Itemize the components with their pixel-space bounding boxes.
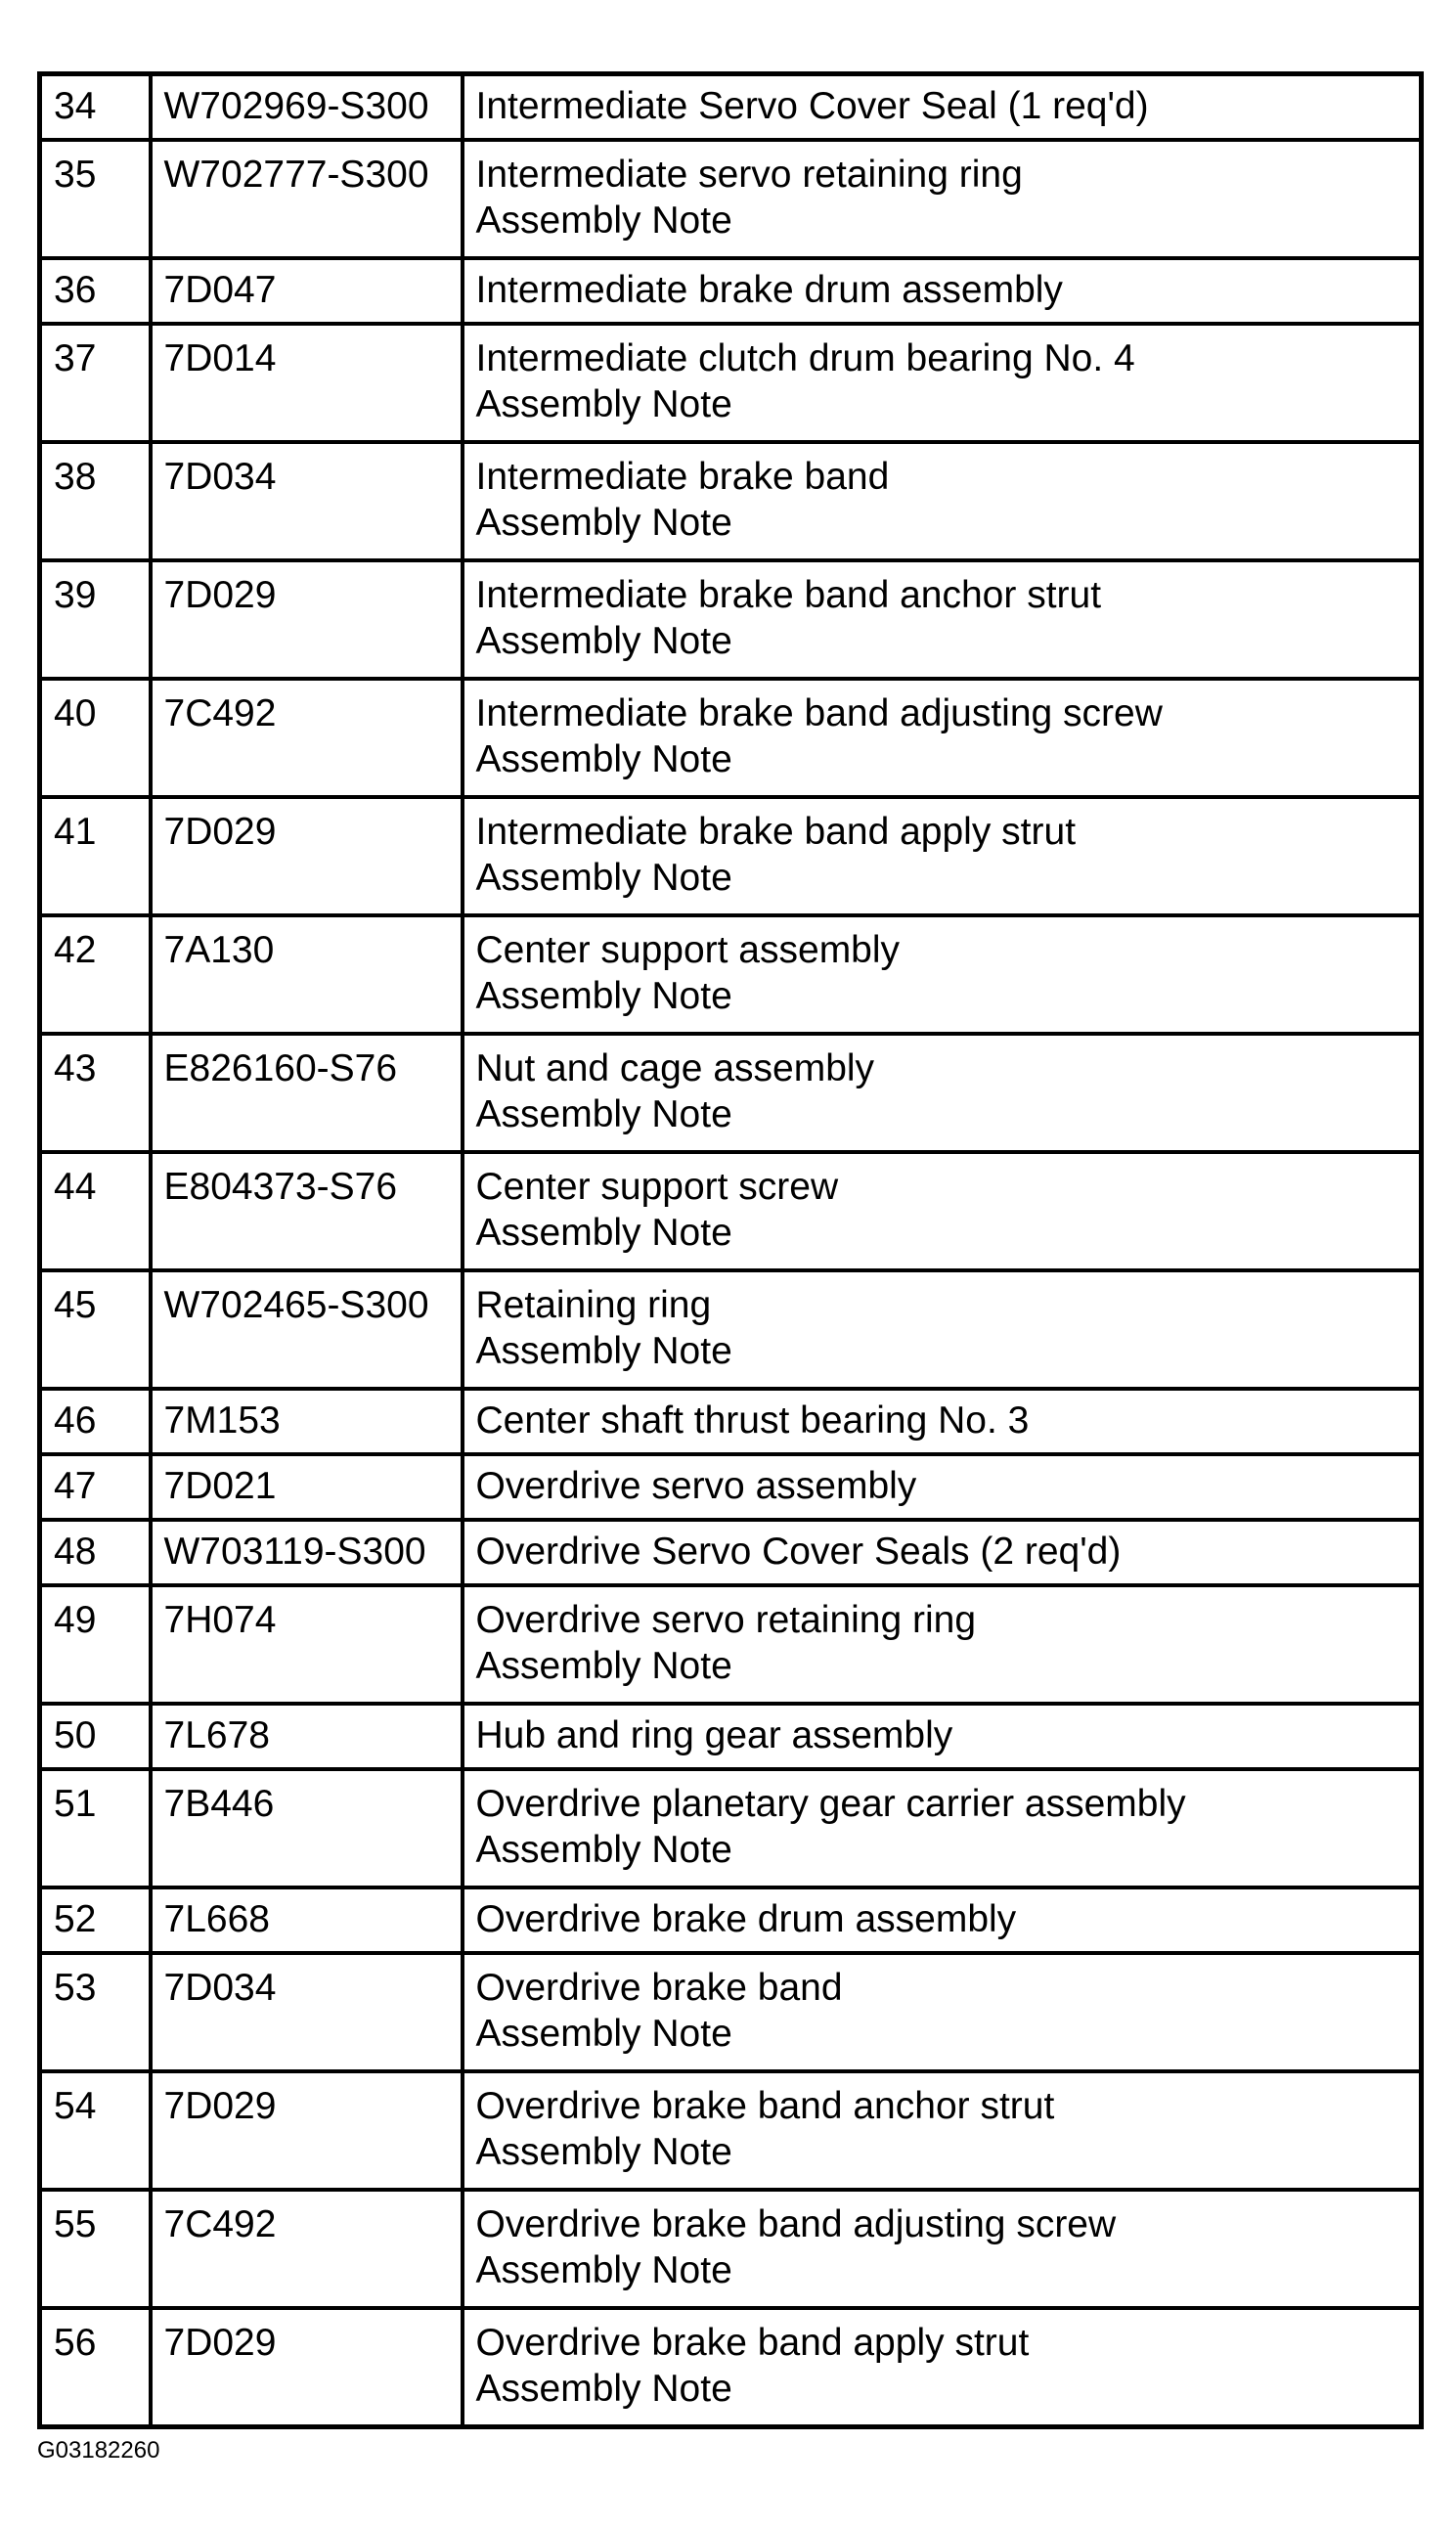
description-cell — [463, 74, 1422, 141]
item-number: 43 — [40, 1034, 151, 1152]
part-number: 7A130 — [151, 915, 463, 1034]
assembly-note-link[interactable]: Assembly Note — [475, 383, 732, 425]
description: Intermediate clutch drum bearing No. 4 — [475, 337, 1135, 379]
part-number: 7C492 — [151, 2190, 463, 2308]
description-cell — [463, 560, 1422, 679]
table-row — [40, 679, 1422, 797]
item-number: 47 — [40, 1454, 151, 1520]
description-cell — [463, 442, 1422, 560]
description: Overdrive brake band anchor strut — [475, 2085, 1055, 2127]
part-number: 7H074 — [151, 1585, 463, 1704]
table-row — [40, 915, 1422, 1034]
part-number: 7D029 — [151, 560, 463, 679]
item-number: 36 — [40, 258, 151, 324]
description: Intermediate brake band anchor strut — [475, 574, 1102, 616]
assembly-note-link[interactable]: Assembly Note — [475, 2013, 732, 2055]
description-cell — [463, 1520, 1422, 1585]
description: Intermediate brake band — [475, 456, 890, 498]
table-row — [40, 258, 1422, 324]
part-number: 7D029 — [151, 797, 463, 915]
description: Overdrive brake band — [475, 1967, 843, 2009]
parts-table-body — [40, 74, 1422, 2427]
part-number: 7D047 — [151, 258, 463, 324]
table-row — [40, 324, 1422, 442]
description: Center support screw — [475, 1166, 839, 1208]
description-cell — [463, 1152, 1422, 1270]
item-number: 54 — [40, 2071, 151, 2190]
part-number: W702777-S300 — [151, 140, 463, 258]
description-cell — [463, 1887, 1422, 1953]
description: Retaining ring — [475, 1284, 712, 1326]
description-cell — [463, 2071, 1422, 2190]
description: Overdrive servo retaining ring — [475, 1599, 977, 1641]
item-number: 52 — [40, 1887, 151, 1953]
item-number: 45 — [40, 1270, 151, 1389]
table-row — [40, 1389, 1422, 1454]
description: Intermediate servo retaining ring — [475, 154, 1023, 196]
table-row — [40, 140, 1422, 258]
description: Intermediate brake drum assembly — [475, 269, 1063, 311]
description-cell — [463, 915, 1422, 1034]
assembly-note-link[interactable]: Assembly Note — [475, 975, 732, 1017]
description-cell — [463, 1769, 1422, 1887]
table-row — [40, 1152, 1422, 1270]
table-row — [40, 74, 1422, 141]
table-row — [40, 797, 1422, 915]
description-cell — [463, 1953, 1422, 2071]
description: Nut and cage assembly — [475, 1047, 875, 1089]
table-row — [40, 1953, 1422, 2071]
table-row — [40, 2071, 1422, 2190]
description-cell — [463, 258, 1422, 324]
item-number: 34 — [40, 74, 151, 141]
item-number: 40 — [40, 679, 151, 797]
description-cell — [463, 2190, 1422, 2308]
assembly-note-link[interactable]: Assembly Note — [475, 1829, 732, 1871]
description-cell — [463, 679, 1422, 797]
table-row — [40, 2308, 1422, 2427]
item-number: 35 — [40, 140, 151, 258]
assembly-note-link[interactable]: Assembly Note — [475, 620, 732, 662]
description: Intermediate Servo Cover Seal (1 req'd) — [475, 85, 1149, 127]
description-cell — [463, 797, 1422, 915]
description: Overdrive Servo Cover Seals (2 req'd) — [475, 1531, 1122, 1573]
item-number: 41 — [40, 797, 151, 915]
table-row — [40, 1034, 1422, 1152]
item-number: 51 — [40, 1769, 151, 1887]
description: Intermediate brake band adjusting screw — [475, 692, 1163, 734]
table-row — [40, 1454, 1422, 1520]
item-number: 46 — [40, 1389, 151, 1454]
assembly-note-link[interactable]: Assembly Note — [475, 1212, 732, 1254]
part-number: 7D029 — [151, 2308, 463, 2427]
description-cell — [463, 1034, 1422, 1152]
assembly-note-link[interactable]: Assembly Note — [475, 857, 732, 899]
description: Overdrive servo assembly — [475, 1465, 917, 1507]
description: Overdrive brake band apply strut — [475, 2322, 1030, 2364]
part-number: E804373-S76 — [151, 1152, 463, 1270]
item-number: 55 — [40, 2190, 151, 2308]
item-number: 42 — [40, 915, 151, 1034]
item-number: 37 — [40, 324, 151, 442]
description-cell — [463, 1704, 1422, 1769]
part-number: W703119-S300 — [151, 1520, 463, 1585]
assembly-note-link[interactable]: Assembly Note — [475, 2249, 732, 2291]
part-number: W702465-S300 — [151, 1270, 463, 1389]
assembly-note-link[interactable]: Assembly Note — [475, 2368, 732, 2410]
table-row — [40, 1769, 1422, 1887]
table-row — [40, 1704, 1422, 1769]
assembly-note-link[interactable]: Assembly Note — [475, 1330, 732, 1372]
assembly-note-link[interactable]: Assembly Note — [475, 2131, 732, 2173]
table-row — [40, 1585, 1422, 1704]
table-row — [40, 1270, 1422, 1389]
description: Center shaft thrust bearing No. 3 — [475, 1399, 1030, 1442]
part-number: W702969-S300 — [151, 74, 463, 141]
part-number: 7M153 — [151, 1389, 463, 1454]
table-row — [40, 560, 1422, 679]
assembly-note-link[interactable]: Assembly Note — [475, 1645, 732, 1687]
part-number: 7D034 — [151, 442, 463, 560]
description: Intermediate brake band apply strut — [475, 811, 1077, 853]
description-cell — [463, 2308, 1422, 2427]
table-row — [40, 1887, 1422, 1953]
assembly-note-link[interactable]: Assembly Note — [475, 200, 732, 242]
description: Overdrive brake band adjusting screw — [475, 2203, 1117, 2245]
description-cell — [463, 1454, 1422, 1520]
description: Overdrive planetary gear carrier assembly — [475, 1783, 1186, 1825]
part-number: 7D021 — [151, 1454, 463, 1520]
assembly-note-link[interactable]: Assembly Note — [475, 502, 732, 544]
description-cell — [463, 140, 1422, 258]
table-row — [40, 442, 1422, 560]
assembly-note-link[interactable]: Assembly Note — [475, 1093, 732, 1135]
description-cell — [463, 324, 1422, 442]
part-number: E826160-S76 — [151, 1034, 463, 1152]
item-number: 56 — [40, 2308, 151, 2427]
item-number: 38 — [40, 442, 151, 560]
part-number: 7D029 — [151, 2071, 463, 2190]
item-number: 49 — [40, 1585, 151, 1704]
description-cell — [463, 1389, 1422, 1454]
figure-id-label: G03182260 — [37, 2437, 160, 2464]
item-number: 44 — [40, 1152, 151, 1270]
item-number: 48 — [40, 1520, 151, 1585]
part-number: 7L668 — [151, 1887, 463, 1953]
part-number: 7D034 — [151, 1953, 463, 2071]
item-number: 50 — [40, 1704, 151, 1769]
description: Overdrive brake drum assembly — [475, 1898, 1017, 1940]
description: Center support assembly — [475, 929, 901, 971]
part-number: 7B446 — [151, 1769, 463, 1887]
parts-table — [37, 71, 1424, 2429]
item-number: 53 — [40, 1953, 151, 2071]
assembly-note-link[interactable]: Assembly Note — [475, 738, 732, 780]
item-number: 39 — [40, 560, 151, 679]
description: Hub and ring gear assembly — [475, 1714, 953, 1756]
description-cell — [463, 1270, 1422, 1389]
part-number: 7D014 — [151, 324, 463, 442]
table-row — [40, 1520, 1422, 1585]
table-row — [40, 2190, 1422, 2308]
description-cell — [463, 1585, 1422, 1704]
part-number: 7C492 — [151, 679, 463, 797]
part-number: 7L678 — [151, 1704, 463, 1769]
